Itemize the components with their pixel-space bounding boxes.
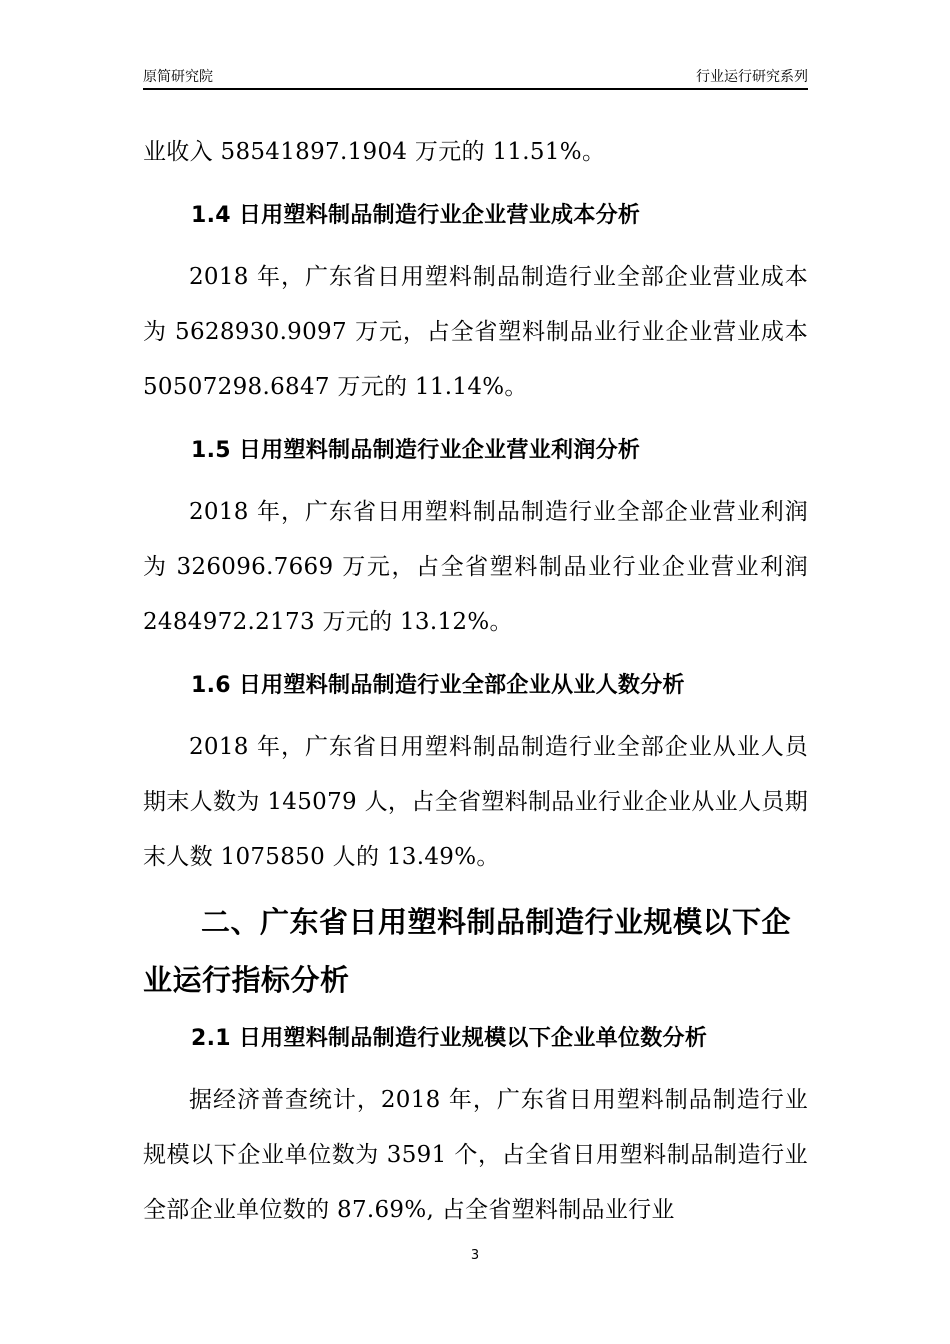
section-heading-2-1: 2.1 日用塑料制品制造行业规模以下企业单位数分析 [191,1026,708,1051]
paragraph-continuation: 业收入 58541897.1904 万元的 11.51%。 [143,139,606,165]
page-number: 3 [470,1248,480,1263]
paragraph-operating-profit: 2018 年，广东省日用塑料制品制造行业全部企业营业利润为 326096.7669 万元，占全省塑料制品业行业企业营业利润 2484972.2173 万元的 13.12%。 [143,499,808,635]
page-header [143,68,808,90]
paragraph-operating-cost: 2018 年，广东省日用塑料制品制造行业全部企业营业成本为 5628930.9097 万元，占全省塑料制品业行业企业营业成本 50507298.6847 万元的 11.14%。 [143,264,808,400]
header-organization: 原简研究院 [143,69,213,85]
paragraph-employees: 2018 年，广东省日用塑料制品制造行业全部企业从业人员期末人数为 145079 人，占全省塑料制品业行业企业从业人员期末人数 1075850 人的 13.49%。 [143,734,808,870]
section-heading-1-4: 1.4 日用塑料制品制造行业企业营业成本分析 [191,203,641,228]
paragraph-unit-count: 据经济普查统计，2018 年，广东省日用塑料制品制造行业规模以下企业单位数为 3591 个，占全省日用塑料制品制造行业全部企业单位数的 87.69%, 占全省塑料制品业行业 [143,1087,808,1223]
document-body [143,125,808,1238]
header-series-title: 行业运行研究系列 [696,69,808,85]
section-heading-1-5: 1.5 日用塑料制品制造行业企业营业利润分析 [191,438,641,463]
section-heading-1-6: 1.6 日用塑料制品制造行业全部企业从业人数分析 [191,673,685,698]
chapter-heading-2: 二、广东省日用塑料制品制造行业规模以下企业运行指标分析 [143,905,792,997]
